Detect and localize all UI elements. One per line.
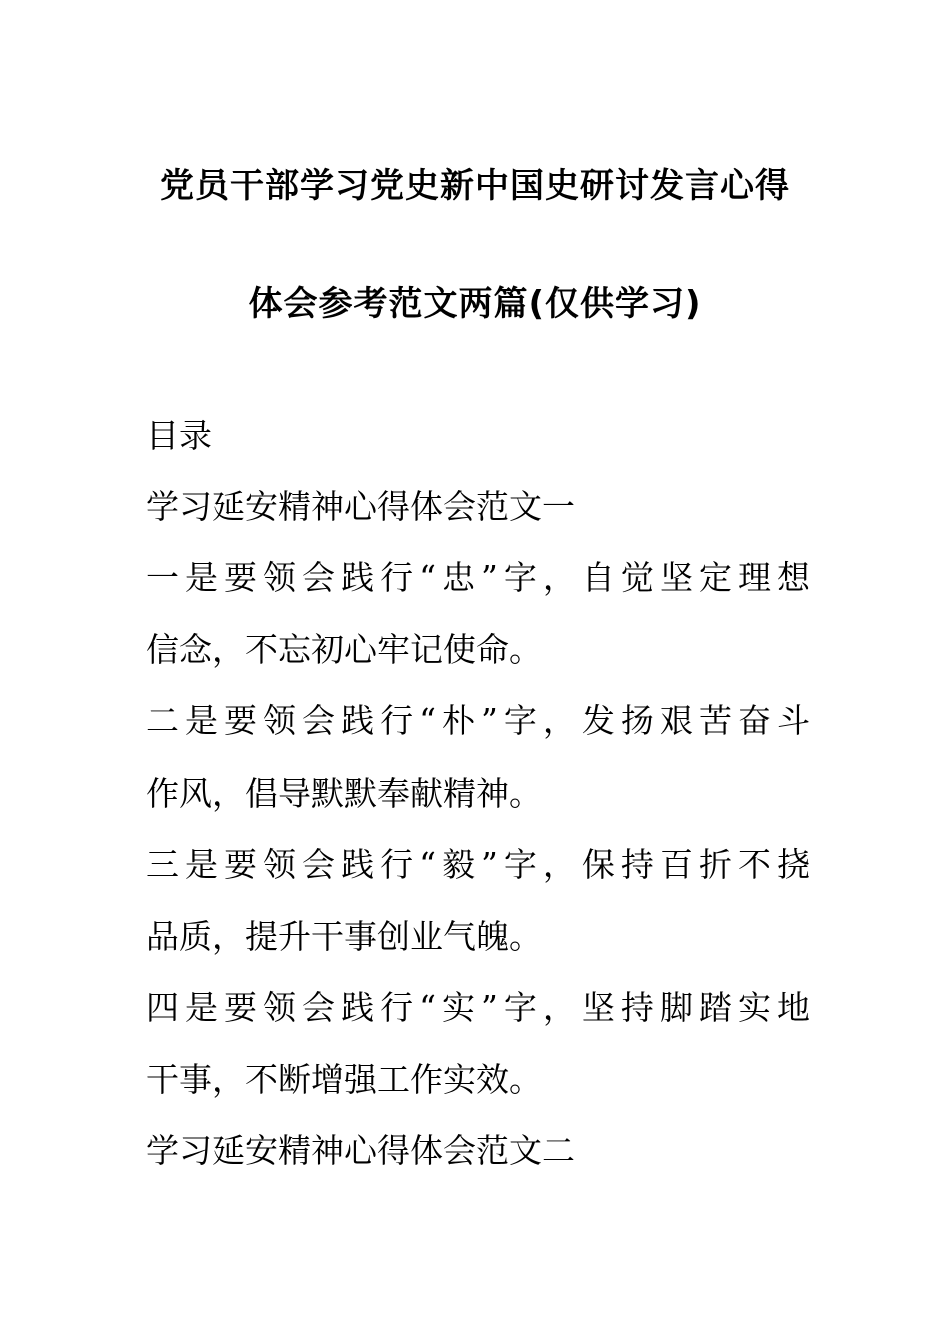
paragraph-line: 四是要领会践行“实”字，坚持脚踏实地 xyxy=(146,988,810,1027)
paragraph-line: 干事，不断增强工作实效。 xyxy=(146,1060,542,1099)
toc-item-essay-one: 学习延安精神心得体会范文一 xyxy=(146,487,575,526)
paragraph-line: 信念，不忘初心牢记使命。 xyxy=(146,630,542,669)
document-title-line-2: 体会参考范文两篇(仅供学习) xyxy=(248,284,702,324)
toc-heading: 目录 xyxy=(146,416,212,455)
paragraph-line: 二是要领会践行“朴”字，发扬艰苦奋斗 xyxy=(146,701,810,740)
paragraph-line: 作风，倡导默默奉献精神。 xyxy=(146,774,542,813)
paragraph-line: 三是要领会践行“毅”字，保持百折不挠 xyxy=(146,845,810,884)
paragraph-line: 一是要领会践行“忠”字，自觉坚定理想 xyxy=(146,558,810,597)
document-title-line-1: 党员干部学习党史新中国史研讨发言心得 xyxy=(160,166,790,206)
toc-item-essay-two: 学习延安精神心得体会范文二 xyxy=(146,1131,575,1170)
paragraph-line: 品质，提升干事创业气魄。 xyxy=(146,917,542,956)
